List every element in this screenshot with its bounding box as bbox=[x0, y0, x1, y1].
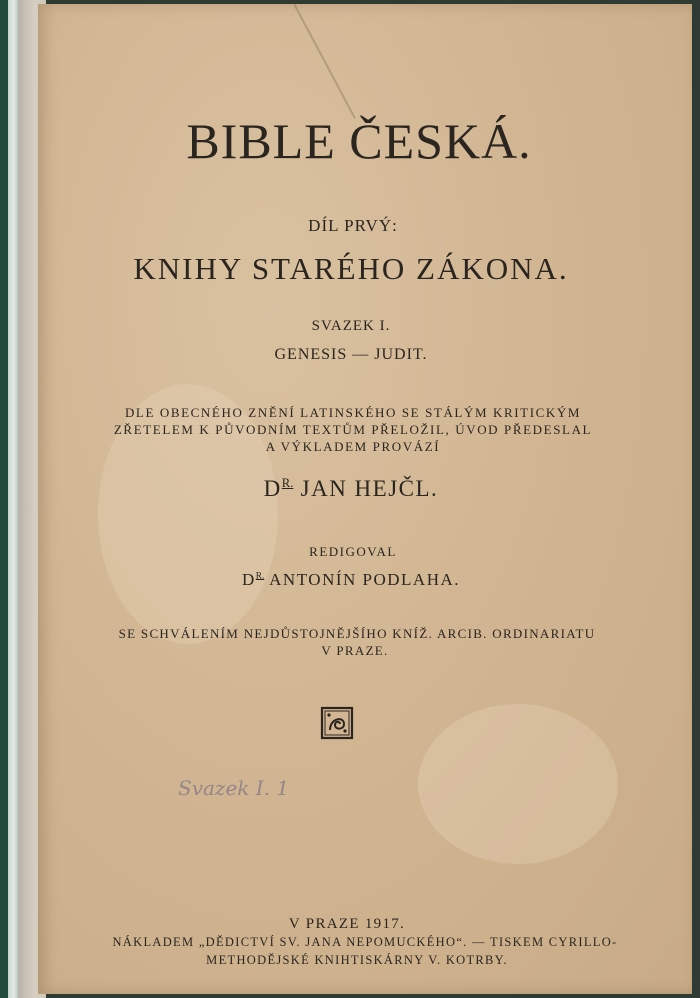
editor-name: ANTONÍN PODLAHA. bbox=[269, 570, 461, 589]
book-title: BIBLE ČESKÁ. bbox=[186, 113, 532, 169]
editor-prefix-sup: R. bbox=[255, 571, 265, 582]
imprint-place: V PRAZE 1917. bbox=[288, 916, 406, 932]
handwritten-note-text: Svazek I. 1 bbox=[178, 776, 290, 800]
handwritten-note bbox=[178, 768, 348, 828]
book-binding-edge bbox=[0, 0, 8, 998]
printer-ornament-icon bbox=[320, 706, 354, 740]
approval-line: SE SCHVÁLENÍM NEJDŮSTOJNĚJŠÍHO KNÍŽ. ARCIB. ORDINARIATU bbox=[118, 626, 596, 641]
description-line: ZŘETELEM K PŮVODNÍM TEXTŮM PŘELOŽIL, ÚVOD PŘEDESLAL bbox=[113, 422, 593, 437]
editor-label: REDIGOVAL bbox=[309, 544, 397, 559]
editor-prefix: D bbox=[241, 570, 256, 589]
editor bbox=[24, 570, 678, 590]
description-line: DLE OBECNÉHO ZNĚNÍ LATINSKÉHO SE STÁLÝM KRITICKÝM bbox=[124, 405, 582, 420]
page-crease bbox=[293, 3, 356, 119]
author-prefix: D bbox=[263, 476, 282, 501]
part-title: KNIHY STARÉHO ZÁKONA. bbox=[133, 251, 569, 286]
books-range: GENESIS — JUDIT. bbox=[274, 346, 428, 363]
volume-label: SVAZEK I. bbox=[311, 318, 391, 334]
author-name: JAN HEJČL. bbox=[300, 476, 439, 501]
approval-line: V PRAZE. bbox=[321, 643, 389, 658]
publisher-line: NÁKLADEM „DĚDICTVÍ SV. JANA NEPOMUCKÉHO“. — TISKEM CYRILLO- bbox=[112, 935, 618, 949]
publisher-line: METHODĚJSKÉ KNIHTISKÁRNY V. KOTRBY. bbox=[206, 953, 508, 967]
author-prefix-sup: R. bbox=[281, 476, 294, 491]
part-label: DÍL PRVÝ: bbox=[308, 216, 398, 235]
description-line: A VÝKLADEM PROVÁZÍ bbox=[265, 439, 441, 454]
paper-stain bbox=[418, 704, 618, 864]
title-page bbox=[38, 4, 692, 994]
author bbox=[24, 476, 678, 502]
